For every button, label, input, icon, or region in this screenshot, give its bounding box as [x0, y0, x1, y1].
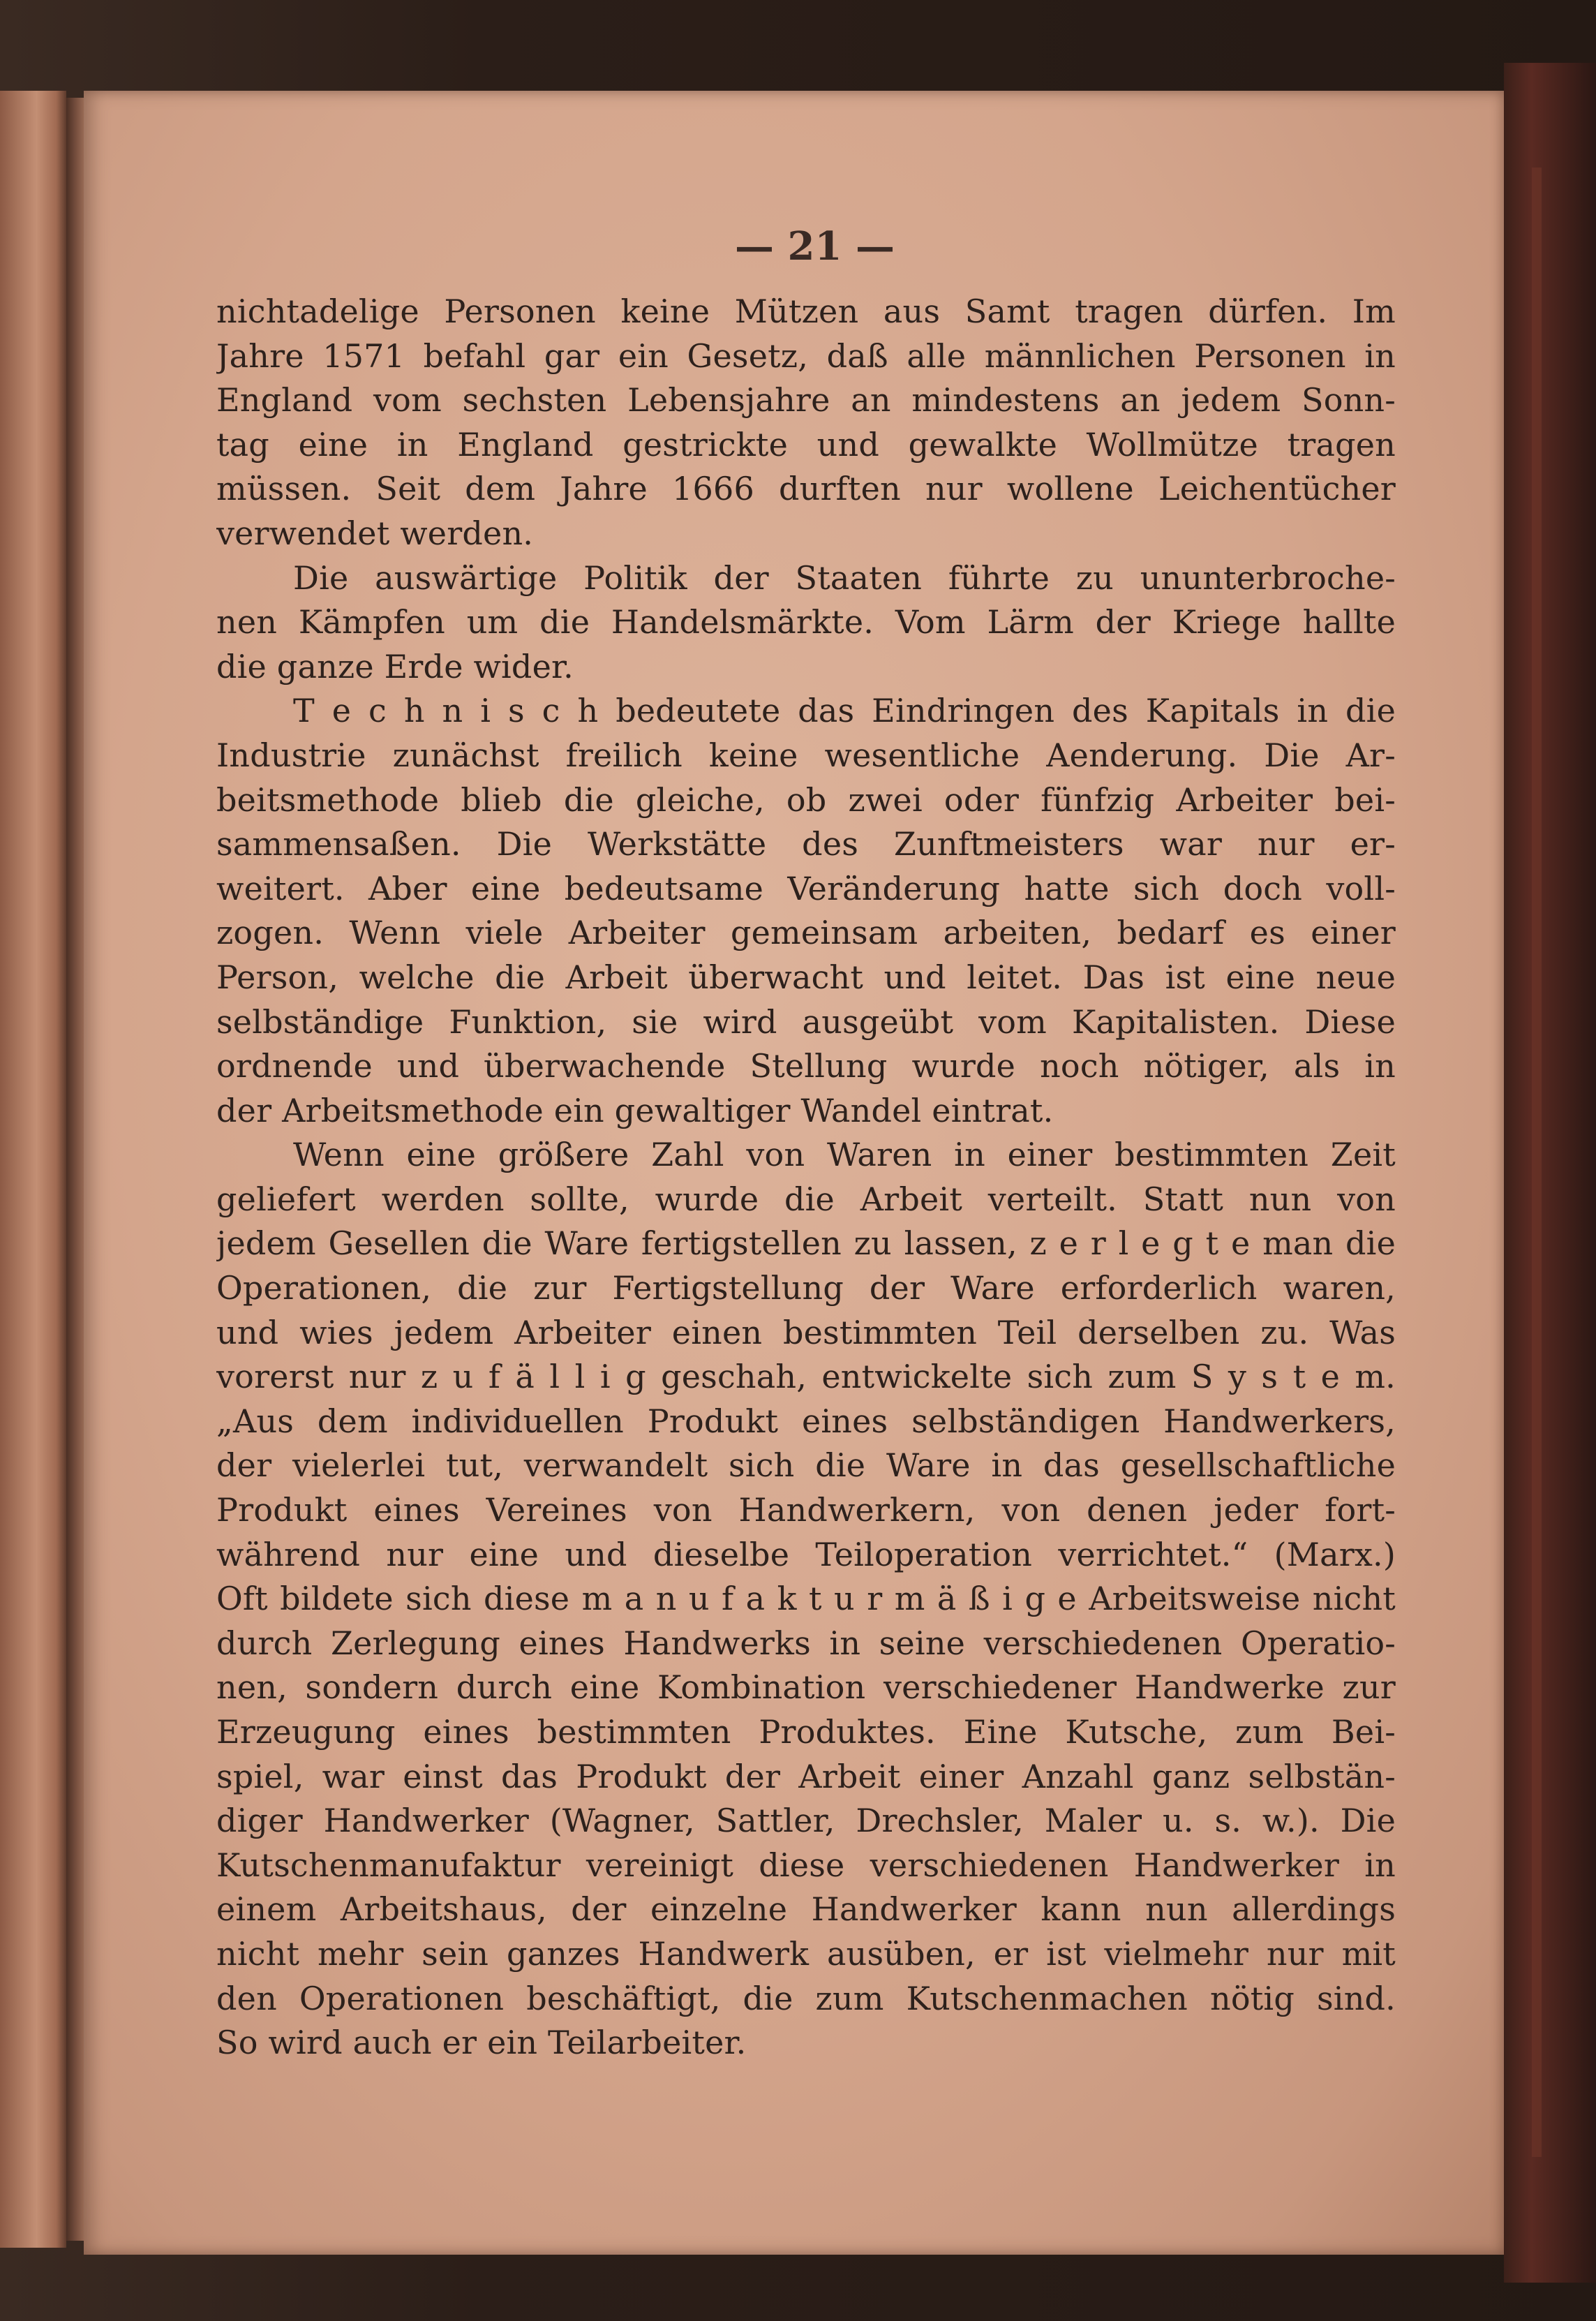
text-line: vorerst nur z u f ä l l i g geschah, entwickelte sich zum S y s t e m. — [216, 1358, 1396, 1396]
text-line: jedem Gesellen die Ware fertigstellen zu lassen, z e r l e g t e man die — [216, 1224, 1396, 1263]
page-number: — 21 — — [735, 223, 895, 269]
text-line: nen Kämpfen um die Handelsmärkte. Vom Lärm der Kriege hallte — [216, 603, 1396, 642]
text-line: ordnende und überwachende Stellung wurde noch nötiger, als in — [216, 1047, 1396, 1085]
text-line: selbständige Funktion, sie wird ausgeübt vom Kapitalisten. Diese — [216, 1002, 1396, 1041]
text-line: tag eine in England gestrickte und gewalkte Wollmütze tragen — [216, 425, 1396, 464]
book-cover-edge — [1504, 63, 1596, 2283]
text-line: „Aus dem individuellen Produkt eines selbständigen Handwerkers, — [216, 1402, 1396, 1440]
text-line: Jahre 1571 befahl gar ein Gesetz, daß alle männlichen Personen in — [216, 336, 1396, 375]
body-text — [216, 290, 1396, 2066]
text-line: durch Zerlegung eines Handwerks in seine verschiedenen Operatio- — [216, 1624, 1396, 1662]
text-line: Operationen, die zur Fertigstellung der Ware erforderlich waren, — [216, 1269, 1396, 1307]
text-line: Die auswärtige Politik der Staaten führte zu ununterbroche- — [293, 558, 1396, 597]
text-line: einem Arbeitshaus, der einzelne Handwerker kann nun allerdings — [216, 1890, 1396, 1929]
text-line: nichtadelige Personen keine Mützen aus Samt tragen dürfen. Im — [216, 292, 1396, 330]
text-line: Erzeugung eines bestimmten Produktes. Eine Kutsche, zum Bei- — [216, 1713, 1396, 1751]
text-line: Produkt eines Vereines von Handwerkern, von denen jeder fort- — [216, 1491, 1396, 1529]
text-line: müssen. Seit dem Jahre 1666 durften nur wollene Leichentücher — [216, 470, 1396, 508]
text-line: So wird auch er ein Teilarbeiter. — [216, 2024, 747, 2062]
text-line: zogen. Wenn viele Arbeiter gemeinsam arbeiten, bedarf es einer — [216, 914, 1396, 952]
text-line: weitert. Aber eine bedeutsame Veränderung hatte sich doch voll- — [216, 869, 1396, 907]
text-line: verwendet werden. — [216, 514, 534, 552]
text-line: der Arbeitsmethode ein gewaltiger Wandel eintrat. — [216, 1091, 1054, 1129]
text-line: nicht mehr sein ganzes Handwerk ausüben, er ist vielmehr nur mit — [216, 1934, 1396, 1973]
book-page — [84, 91, 1504, 2255]
text-line: nen, sondern durch eine Kombination verschiedener Handwerke zur — [216, 1668, 1396, 1707]
text-line: T e c h n i s c h bedeutete das Eindringen des Kapitals in die — [293, 692, 1396, 730]
text-line: Kutschenmanufaktur vereinigt diese verschiedenen Handwerker in — [216, 1846, 1396, 1884]
text-line: spiel, war einst das Produkt der Arbeit einer Anzahl ganz selbstän- — [216, 1757, 1396, 1795]
text-line: sammensaßen. Die Werkstätte des Zunftmeisters war nur er- — [216, 825, 1396, 863]
text-line: England vom sechsten Lebensjahre an mindestens an jedem Sonn- — [216, 381, 1396, 420]
text-line: während nur eine und dieselbe Teiloperation verrichtet.“ (Marx.) — [216, 1535, 1396, 1573]
text-line: den Operationen beschäftigt, die zum Kutschenmachen nötig sind. — [216, 1979, 1396, 2017]
text-line: Wenn eine größere Zahl von Waren in einer bestimmten Zeit — [293, 1136, 1396, 1174]
text-line: Person, welche die Arbeit überwacht und leitet. Das ist eine neue — [216, 958, 1396, 996]
text-line: beitsmethode blieb die gleiche, ob zwei oder fünfzig Arbeiter bei- — [216, 780, 1396, 819]
text-line: Industrie zunächst freilich keine wesentliche Aenderung. Die Ar- — [216, 736, 1396, 774]
text-line: diger Handwerker (Wagner, Sattler, Drechsler, Maler u. s. w.). Die — [216, 1802, 1396, 1840]
text-line: der vielerlei tut, verwandelt sich die Ware in das gesellschaftliche — [216, 1446, 1396, 1485]
previous-page-edge — [0, 91, 66, 2248]
text-line: Oft bildete sich diese m a n u f a k t u r m ä ß i g e Arbeitsweise nicht — [216, 1580, 1396, 1618]
text-line: die ganze Erde wider. — [216, 647, 574, 685]
text-line: geliefert werden sollte, wurde die Arbeit verteilt. Statt nun von — [216, 1180, 1396, 1218]
text-line: und wies jedem Arbeiter einen bestimmten Teil derselben zu. Was — [216, 1313, 1396, 1351]
